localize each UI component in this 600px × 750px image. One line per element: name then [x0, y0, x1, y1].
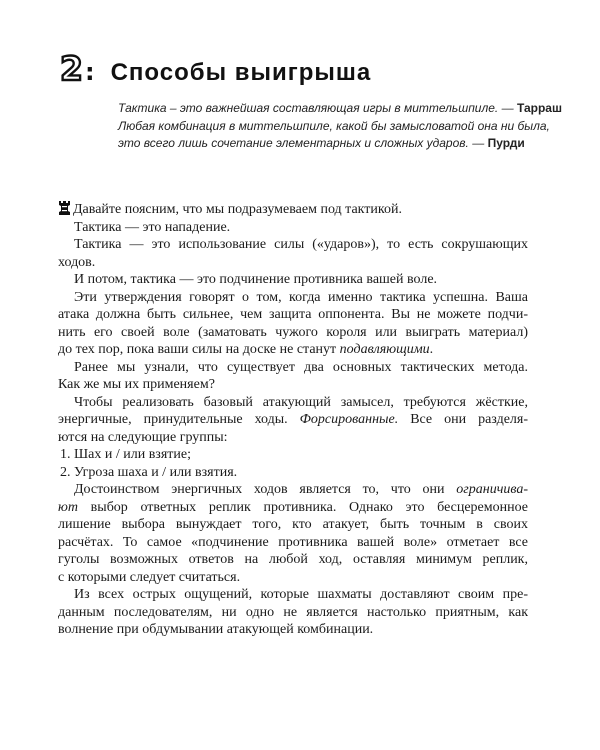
epigraph-quote-2-line-1: Любая комбинация в миттельшпиле, какой бы замысловатой она ни была, — [118, 118, 550, 133]
quote-2-text: это всего лишь сочетание элементарных и сложных ударов. — — [118, 136, 485, 150]
emphasis-forced: Форсированные. — [299, 412, 399, 427]
paragraph-7-line-3: ются на следующие группы: — [58, 429, 228, 445]
epigraph-quote-1 — [118, 100, 562, 118]
emphasis-limit-2: ют — [58, 499, 78, 515]
epigraph-quote-2-line-2 — [118, 135, 538, 153]
paragraph-1 — [58, 201, 528, 219]
paragraph-9-line-3: волнение при обдумывании атакующей комбинации. — [58, 622, 374, 637]
paragraph-3-line-2: ходов. — [58, 254, 96, 270]
list-item-2: 2. Угроза шаха и / или взятия. — [60, 464, 238, 480]
paragraph-7-line-2-end: Все они разделя- — [410, 412, 528, 427]
paragraph-9-line-2: данным последователям, ни одно не является настолько приятным, как — [58, 604, 528, 620]
paragraph-5-line-4 — [58, 341, 528, 359]
paragraph-6-line-1: Ранее мы узнали, что существует два основных тактических метода. — [74, 359, 528, 375]
chapter-colon: : — [84, 58, 95, 86]
paragraph-8-line-6: с которыми следует считаться. — [58, 569, 241, 585]
paragraph-7-line-2-text: энергичные, принудительные ходы. — [58, 412, 288, 427]
paragraph-8-line-2 — [58, 499, 528, 517]
quote-1-text: Тактика – это важнейшая составляющая игры в миттельшпиле. — — [118, 101, 514, 115]
paragraph-4: И потом, тактика — это подчинение противника вашей воле. — [74, 272, 438, 287]
paragraph-8-line-5: гуголы возможных ответов на любой ход, оставляя минимум реплик, — [58, 552, 528, 567]
paragraph-8-line-4: расчётах. То самое «подчинение противника вашей воле» отметает все — [58, 534, 528, 550]
paragraph-5-line-4-text: до тех пор, пока ваши силы на доске не станут — [58, 342, 337, 357]
chapter-number: 2 — [60, 49, 82, 88]
paragraph-5-line-1: Эти утверждения говорят о том, когда именно тактика успешна. Ваша — [74, 289, 528, 305]
body-text — [58, 201, 528, 639]
quote-2-author: Пурди — [487, 136, 525, 150]
paragraph-8-line-1-text: Достоинством энергичных ходов является то, что они — [74, 482, 445, 497]
paragraph-5-line-4-end: . — [429, 342, 434, 357]
emphasis-overwhelming: подавляющими — [339, 342, 430, 357]
chapter-title: Способы выигрыша — [110, 59, 372, 86]
paragraph-6-line-2: Как же мы их применяем? — [58, 377, 215, 392]
paragraph-2: Тактика — это нападение. — [74, 219, 231, 235]
paragraph-7-line-1: Чтобы реализовать базовый атакующий замысел, требуются жёсткие, — [74, 394, 528, 410]
paragraph-8-line-1 — [58, 481, 528, 499]
rook-icon — [58, 201, 71, 215]
paragraph-7-line-2 — [58, 411, 528, 429]
paragraph-8-line-2-text: выбор ответных реплик противника. Однако это бесцеремонное — [90, 499, 528, 515]
epigraph — [118, 100, 562, 153]
paragraph-1-text: Давайте поясним, что мы подразумеваем под тактикой. — [73, 202, 402, 217]
chapter-header — [60, 49, 372, 88]
list-item-1: 1. Шах и / или взятие; — [60, 447, 191, 462]
paragraph-9-line-1: Из всех острых ощущений, которые шахматы доставляют своим пре- — [74, 587, 528, 602]
paragraph-8-line-3: лишение выбора вынуждает того, кто атакует, быть точным в своих — [58, 517, 528, 532]
paragraph-3-line-1: Тактика — это использование силы («ударов»), то есть сокрушающих — [74, 237, 528, 252]
paragraph-5-line-3: нить его своей воле (заматовать чужого короля или выиграть материал) — [58, 324, 528, 340]
emphasis-limit-1: ограничива- — [456, 482, 528, 497]
quote-1-author: Тарраш — [516, 101, 562, 115]
paragraph-5-line-2: атака должна быть сильнее, чем защита оппонента. Вы не можете подчи- — [58, 307, 528, 322]
